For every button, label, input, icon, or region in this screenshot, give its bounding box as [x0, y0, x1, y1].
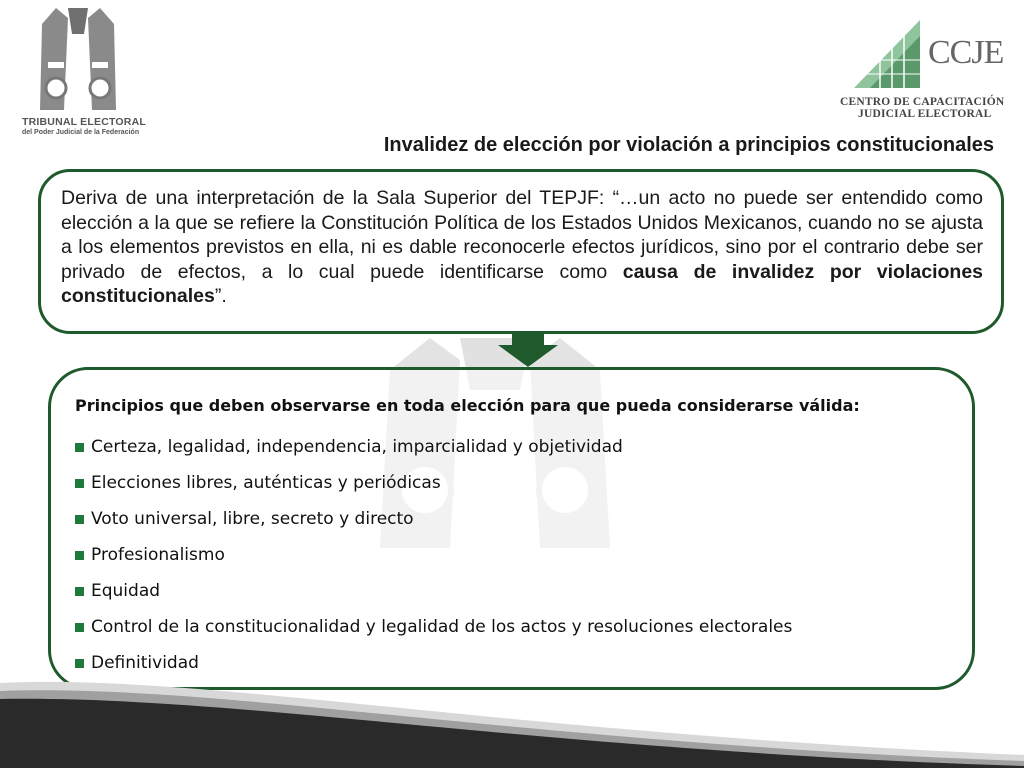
list-item [75, 573, 950, 609]
square-bullet-icon [75, 551, 84, 560]
tepjf-logo [20, 4, 145, 136]
principles-box [48, 367, 975, 690]
slide-title: Invalidez de elección por violación a principios constitucionales [383, 134, 994, 156]
decorative-bottom-band [0, 673, 1024, 768]
list-item-label: Equidad [91, 581, 161, 601]
square-bullet-icon [75, 659, 84, 668]
interpretation-text-end: ”. [214, 285, 227, 307]
ccje-name-line2: JUDICIAL ELECTORAL [858, 108, 992, 120]
ccje-acronym: CCJE [928, 34, 1004, 71]
ccje-name-line1: CENTRO DE CAPACITACIÓN [840, 96, 1005, 108]
ccje-name [840, 96, 1016, 120]
list-item [75, 429, 950, 465]
interpretation-text [61, 186, 983, 309]
square-bullet-icon [75, 515, 84, 524]
list-item [75, 465, 950, 501]
list-item [75, 537, 950, 573]
principles-list [75, 429, 950, 681]
list-item-label: Elecciones libres, auténticas y periódicas [91, 473, 441, 493]
down-arrow-icon [498, 333, 558, 369]
tepjf-name-line1: TRIBUNAL ELECTORAL [22, 116, 146, 128]
list-item-label: Definitividad [91, 653, 199, 673]
list-item [75, 501, 950, 537]
tepjf-name-line2: del Poder Judicial de la Federación [22, 129, 140, 136]
square-bullet-icon [75, 623, 84, 632]
square-bullet-icon [75, 479, 84, 488]
interpretation-box [38, 169, 1004, 334]
ccje-building-emblem-icon [850, 16, 930, 94]
principles-heading: Principios que deben observarse en toda elección para que pueda considerarse válida: [75, 396, 860, 415]
list-item-label: Profesionalismo [91, 545, 225, 565]
ccje-logo [838, 16, 1016, 126]
list-item [75, 609, 950, 645]
list-item-label: Voto universal, libre, secreto y directo [91, 509, 414, 529]
tepjf-name [22, 116, 152, 136]
tepjf-scales-emblem-icon [34, 4, 134, 112]
interpretation-text-emphasis: causa de invalidez por violaciones constitucionales [61, 260, 984, 307]
interpretation-text-start: Deriva de una interpretación de la Sala Superior del TEPJF: “…un acto no puede ser entendido como elección a la que se refiere la Constitución Política de los Estados Unidos Mexicanos, cuando no se ajusta a los elementos previstos en ella, ni es dable reconocerle efectos jurídicos, sino por el contrario debe ser privado de efectos, a lo cual puede identificarse como [61, 187, 983, 283]
square-bullet-icon [75, 443, 84, 452]
list-item-label: Certeza, legalidad, independencia, imparcialidad y objetividad [91, 437, 623, 457]
square-bullet-icon [75, 587, 84, 596]
list-item-label: Control de la constitucionalidad y legalidad de los actos y resoluciones electorales [91, 617, 793, 637]
